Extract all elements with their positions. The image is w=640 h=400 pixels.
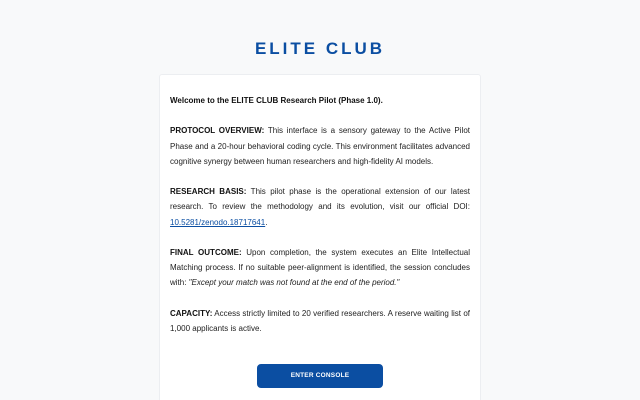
doi-link[interactable]: 10.5281/zenodo.18717641 bbox=[170, 217, 266, 227]
capacity-heading: CAPACITY: bbox=[170, 308, 213, 318]
intro-text: Welcome to the ELITE CLUB Research Pilot (Phase 1.0). bbox=[170, 96, 383, 105]
outcome-heading: FINAL OUTCOME: bbox=[170, 247, 242, 257]
capacity-body: Access strictly limited to 20 verified researchers. A reserve waiting list of 1,000 applicants is active. bbox=[170, 308, 470, 333]
capacity-paragraph bbox=[170, 306, 470, 336]
protocol-heading: PROTOCOL OVERVIEW: bbox=[170, 126, 265, 136]
intro-paragraph bbox=[170, 93, 470, 108]
protocol-paragraph bbox=[170, 123, 470, 169]
research-trailing: . bbox=[265, 217, 268, 227]
outcome-quote: "Except your match was not found at the end of the period." bbox=[188, 278, 400, 288]
card-content bbox=[170, 93, 470, 351]
enter-console-button[interactable]: ENTER CONSOLE bbox=[257, 364, 383, 388]
research-body: This pilot phase is the operational extension of our latest research. To review the methodology and its evolution, visit our official DOI: bbox=[170, 187, 470, 212]
research-heading: RESEARCH BASIS: bbox=[170, 187, 247, 197]
research-paragraph bbox=[170, 184, 470, 230]
outcome-body: Upon completion, the system executes an Elite Intellectual Matching process. If no suitable peer-alignment is identified, the session concludes with: bbox=[170, 247, 470, 288]
brand-title: ELITE CLUB bbox=[254, 39, 386, 58]
protocol-body: This interface is a sensory gateway to the Active Pilot Phase and a 20-hour behavioral coding cycle. This environment facilitates advanced cognitive synergy between human researchers and high-fidelity AI models. bbox=[170, 126, 470, 166]
outcome-paragraph bbox=[170, 245, 470, 291]
